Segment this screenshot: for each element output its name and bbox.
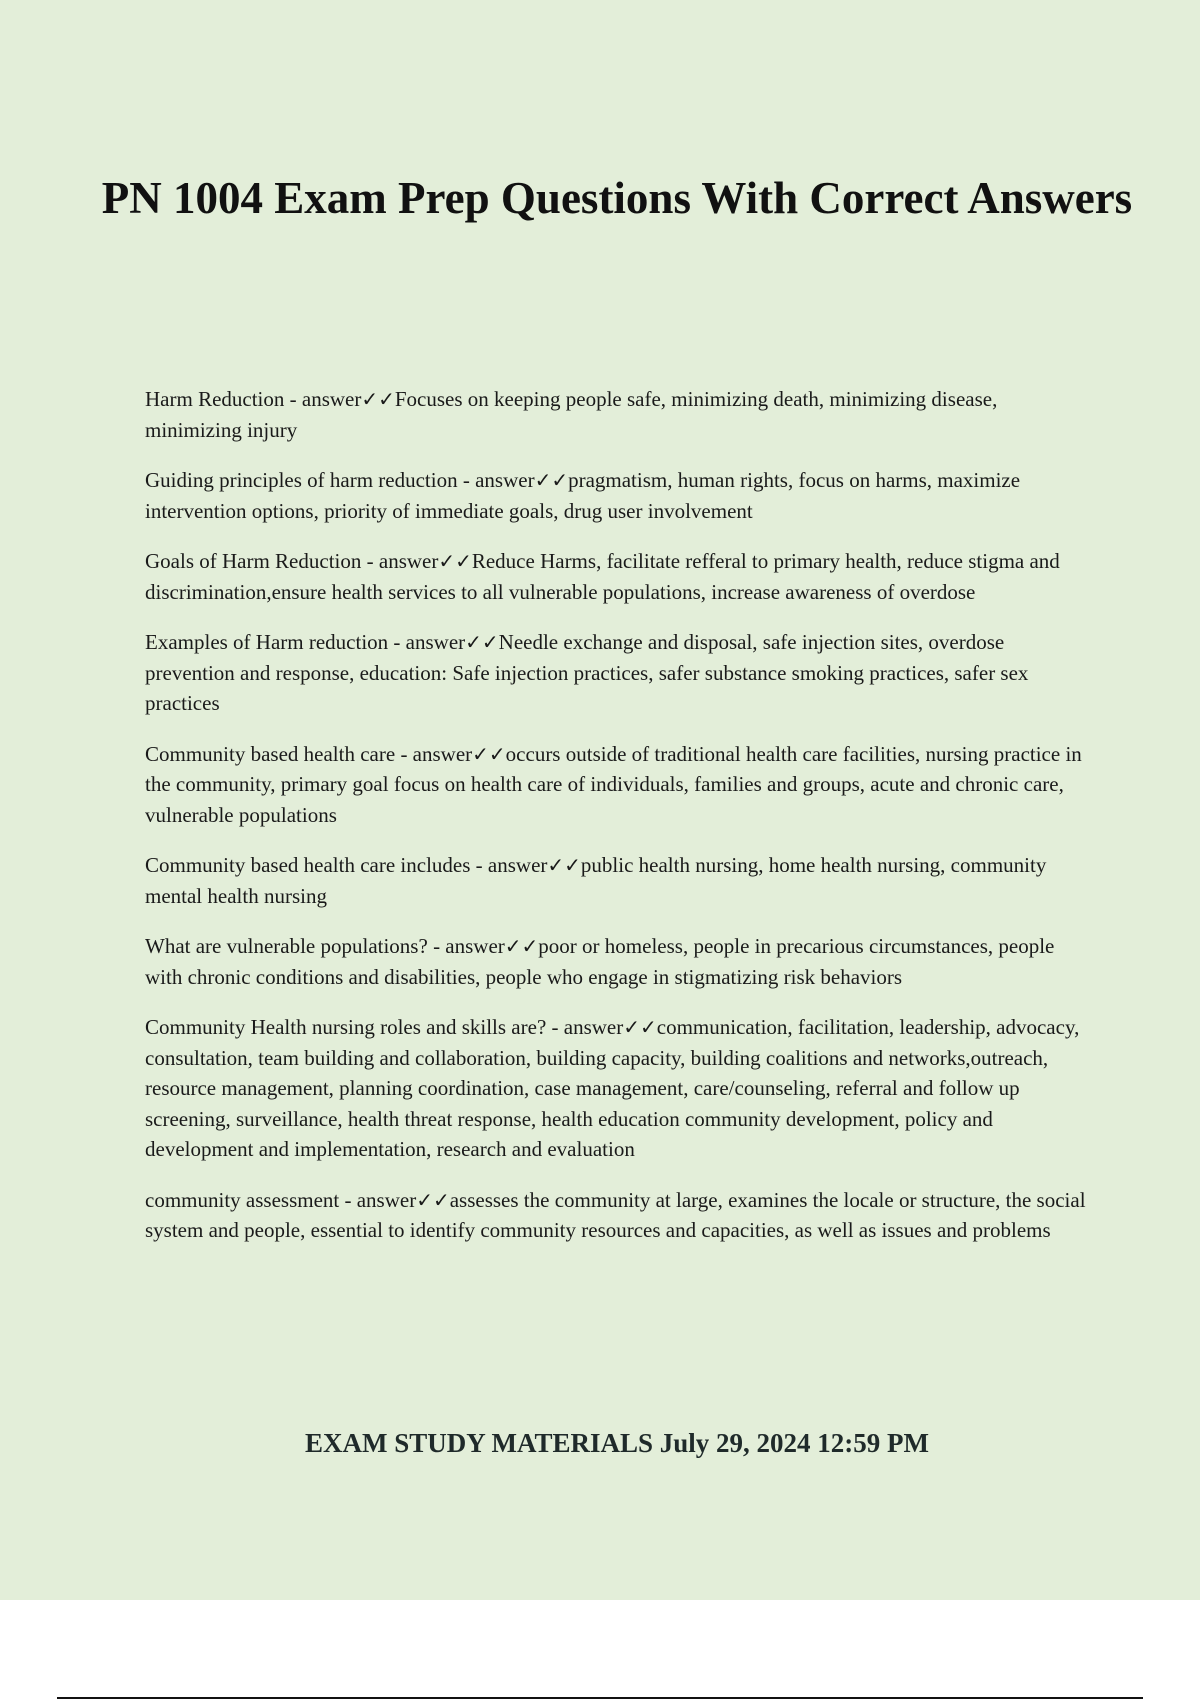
double-check-icon: ✓✓ bbox=[361, 387, 395, 411]
qa-item bbox=[145, 931, 1090, 992]
qa-item bbox=[145, 384, 1090, 445]
qa-term: community assessment bbox=[145, 1187, 340, 1212]
qa-answer: pragmatism, human rights, focus on harms, maximize intervention options, priority of immediate goals, drug user involvement bbox=[145, 468, 1021, 523]
qa-item bbox=[145, 627, 1090, 719]
qa-answer: assesses the community at large, examines the locale or structure, the social system and people, essential to identify community resources and capacities, as well as issues and problems bbox=[145, 1187, 1086, 1242]
double-check-icon: ✓✓ bbox=[504, 934, 539, 958]
answer-marker: - answer bbox=[427, 934, 505, 958]
double-check-icon: ✓✓ bbox=[547, 853, 581, 877]
double-check-icon: ✓✓ bbox=[465, 630, 499, 654]
qa-answer: Focuses on keeping people safe, minimizing death, minimizing disease, minimizing injury bbox=[145, 387, 998, 442]
qa-term: Community based health care includes bbox=[145, 853, 471, 877]
footer-stamp: EXAM STUDY MATERIALS July 29, 2024 12:59 PM bbox=[304, 1428, 930, 1458]
qa-term: What are vulnerable populations? bbox=[145, 934, 428, 958]
double-check-icon: ✓✓ bbox=[416, 1187, 450, 1212]
qa-list bbox=[145, 384, 1090, 1266]
qa-item bbox=[145, 465, 1090, 526]
qa-answer: poor or homeless, people in precarious circumstances, people with chronic conditions and disabilities, people who engage in stigmatizing risk behaviors bbox=[145, 934, 1055, 989]
double-check-icon: ✓✓ bbox=[472, 741, 506, 766]
page-title: PN 1004 Exam Prep Questions With Correct Answers bbox=[101, 173, 1133, 223]
qa-item bbox=[145, 546, 1090, 607]
qa-term: Community based health care bbox=[145, 741, 396, 766]
bottom-divider bbox=[57, 1697, 1143, 1699]
qa-term: Harm Reduction bbox=[145, 387, 285, 411]
qa-answer: occurs outside of traditional health care facilities, nursing practice in the community, primary goal focus on health care of individuals, families and groups, acute and chronic care, vulnerable populations bbox=[145, 741, 1082, 827]
qa-term: Community Health nursing roles and skills are? bbox=[145, 1015, 547, 1039]
qa-item bbox=[145, 1012, 1090, 1165]
qa-item bbox=[145, 739, 1090, 831]
answer-marker: - answer bbox=[284, 387, 362, 411]
double-check-icon: ✓✓ bbox=[534, 468, 569, 492]
answer-marker: - answer bbox=[339, 1187, 417, 1212]
double-check-icon: ✓✓ bbox=[623, 1015, 657, 1039]
answer-marker: - answer bbox=[388, 630, 466, 654]
answer-marker: - answer bbox=[470, 853, 548, 877]
qa-answer: Needle exchange and disposal, safe injection sites, overdose prevention and response, education: Safe injection practices, safer substance smoking practices, safer sex practices bbox=[145, 630, 1029, 715]
qa-term: Guiding principles of harm reduction bbox=[145, 468, 458, 492]
double-check-icon: ✓✓ bbox=[438, 549, 472, 573]
answer-marker: - answer bbox=[395, 741, 473, 766]
qa-term: Goals of Harm Reduction bbox=[145, 549, 362, 573]
qa-answer: communication, facilitation, leadership, advocacy, consultation, team building and collaboration, building capacity, building coalitions and networks,outreach, resource management, planning coordination, case management, care/counseling, referral and follow up screening, surveillance, health threat response, health education community development, policy and development and implementation, research and evaluation bbox=[145, 1015, 1080, 1161]
qa-item bbox=[145, 850, 1090, 911]
qa-answer: Reduce Harms, facilitate refferal to primary health, reduce stigma and discrimination,ensure health services to all vulnerable populations, increase awareness of overdose bbox=[145, 549, 1060, 604]
answer-marker: - answer bbox=[457, 468, 535, 492]
answer-marker: - answer bbox=[361, 549, 439, 573]
qa-item bbox=[145, 1185, 1090, 1246]
answer-marker: - answer bbox=[546, 1015, 624, 1039]
qa-term: Examples of Harm reduction bbox=[145, 630, 389, 654]
qa-answer: public health nursing, home health nursing, community mental health nursing bbox=[145, 853, 1047, 908]
